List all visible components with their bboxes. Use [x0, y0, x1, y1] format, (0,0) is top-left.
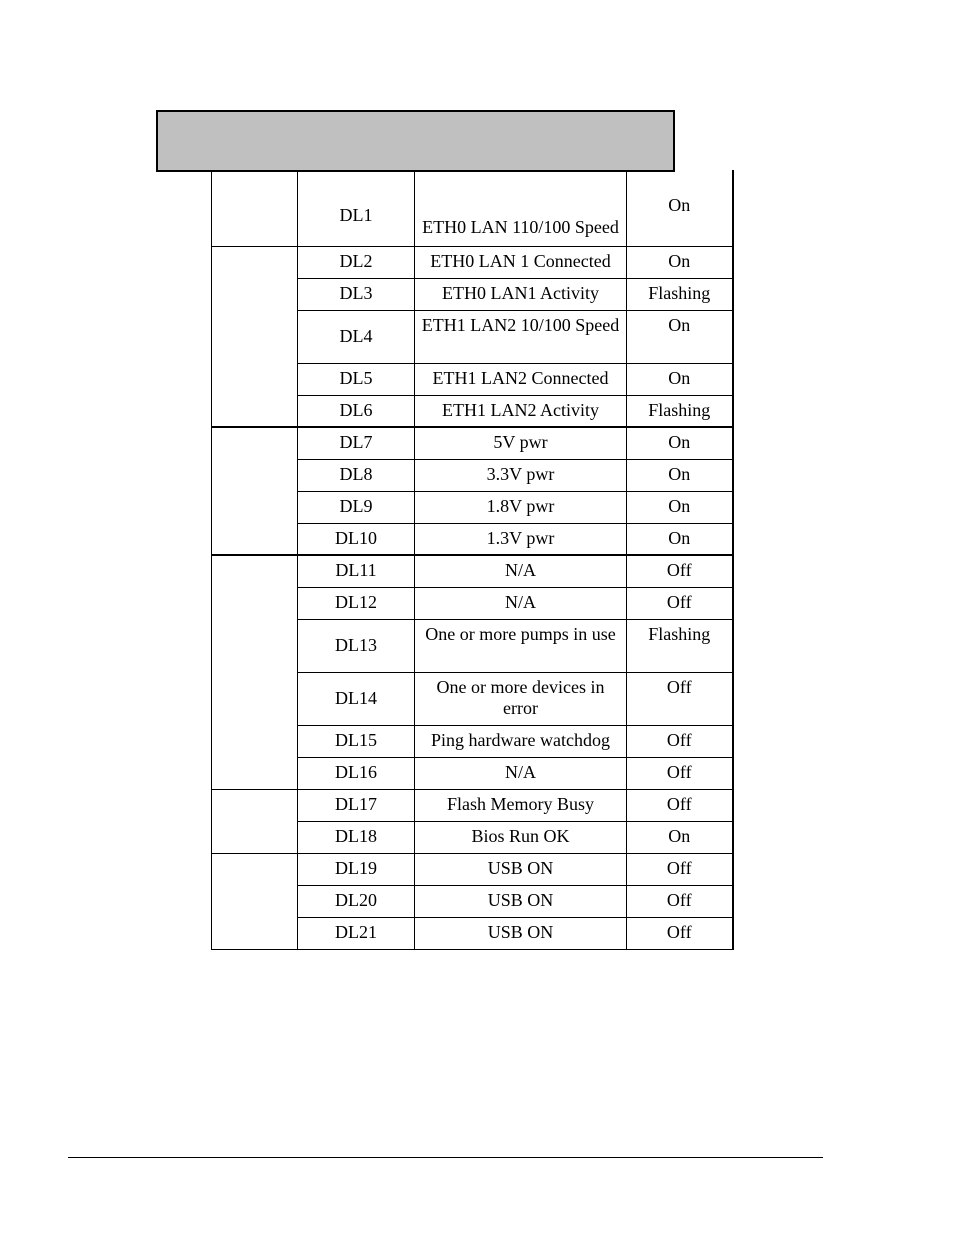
- state-cell: Flashing: [627, 278, 733, 310]
- led-cell: DL4: [298, 310, 415, 363]
- led-cell: DL2: [298, 246, 415, 278]
- state-cell: Off: [627, 917, 733, 949]
- table-row: [212, 789, 733, 821]
- state-cell: On: [627, 310, 733, 363]
- state-cell: Flashing: [627, 619, 733, 672]
- state-cell: On: [627, 170, 733, 246]
- led-cell: DL11: [298, 555, 415, 587]
- function-cell: 1.3V pwr: [415, 523, 627, 555]
- group-cell-ethernet: [212, 246, 298, 427]
- table-row: [212, 555, 733, 587]
- led-cell: DL3: [298, 278, 415, 310]
- footer-rule: [68, 1157, 823, 1158]
- function-cell: USB ON: [415, 885, 627, 917]
- state-cell: On: [627, 523, 733, 555]
- function-cell: Bios Run OK: [415, 821, 627, 853]
- function-cell: USB ON: [415, 853, 627, 885]
- led-cell: DL14: [298, 672, 415, 725]
- led-cell: DL8: [298, 459, 415, 491]
- state-cell: On: [627, 246, 733, 278]
- function-cell: N/A: [415, 757, 627, 789]
- state-cell: Off: [627, 587, 733, 619]
- header-group-cell: [212, 170, 298, 246]
- state-cell: Off: [627, 672, 733, 725]
- state-cell: Off: [627, 555, 733, 587]
- state-cell: On: [627, 821, 733, 853]
- led-cell: DL9: [298, 491, 415, 523]
- state-cell: On: [627, 491, 733, 523]
- table-title-bar: [156, 110, 675, 172]
- table-header-row: [212, 170, 733, 246]
- function-cell: One or more pumps in use: [415, 619, 627, 672]
- group-cell-system: [212, 789, 298, 853]
- led-cell: DL12: [298, 587, 415, 619]
- led-cell: DL1: [298, 170, 415, 246]
- function-cell: ETH1 LAN2 Connected: [415, 363, 627, 395]
- function-cell: Ping hardware watchdog: [415, 725, 627, 757]
- function-cell: 3.3V pwr: [415, 459, 627, 491]
- state-cell: Off: [627, 789, 733, 821]
- group-cell-usb: [212, 853, 298, 949]
- table-row: [212, 853, 733, 885]
- led-cell: DL18: [298, 821, 415, 853]
- group-cell-status: [212, 555, 298, 789]
- state-cell: Off: [627, 725, 733, 757]
- led-cell: DL5: [298, 363, 415, 395]
- function-cell: N/A: [415, 587, 627, 619]
- table-row: [212, 427, 733, 459]
- state-cell: Off: [627, 757, 733, 789]
- led-cell: DL13: [298, 619, 415, 672]
- state-cell: Off: [627, 853, 733, 885]
- led-status-table: [211, 170, 734, 950]
- group-cell-power: [212, 427, 298, 555]
- led-cell: DL19: [298, 853, 415, 885]
- led-cell: DL20: [298, 885, 415, 917]
- state-cell: On: [627, 427, 733, 459]
- led-cell: DL7: [298, 427, 415, 459]
- function-cell: USB ON: [415, 917, 627, 949]
- led-cell: DL21: [298, 917, 415, 949]
- function-cell: N/A: [415, 555, 627, 587]
- function-cell: ETH1 LAN2 10/100 Speed: [415, 310, 627, 363]
- function-cell: Flash Memory Busy: [415, 789, 627, 821]
- state-cell: On: [627, 459, 733, 491]
- function-cell: 1.8V pwr: [415, 491, 627, 523]
- led-cell: DL6: [298, 395, 415, 427]
- led-cell: DL16: [298, 757, 415, 789]
- led-cell: DL17: [298, 789, 415, 821]
- function-cell: ETH0 LAN 1 Connected: [415, 246, 627, 278]
- function-cell: 5V pwr: [415, 427, 627, 459]
- function-cell: One or more devices in error: [415, 672, 627, 725]
- function-cell: ETH0 LAN1 Activity: [415, 278, 627, 310]
- led-cell: DL15: [298, 725, 415, 757]
- function-cell: ETH0 LAN 110/100 Speed: [415, 170, 627, 246]
- led-cell: DL10: [298, 523, 415, 555]
- state-cell: Off: [627, 885, 733, 917]
- function-cell: ETH1 LAN2 Activity: [415, 395, 627, 427]
- state-cell: Flashing: [627, 395, 733, 427]
- state-cell: On: [627, 363, 733, 395]
